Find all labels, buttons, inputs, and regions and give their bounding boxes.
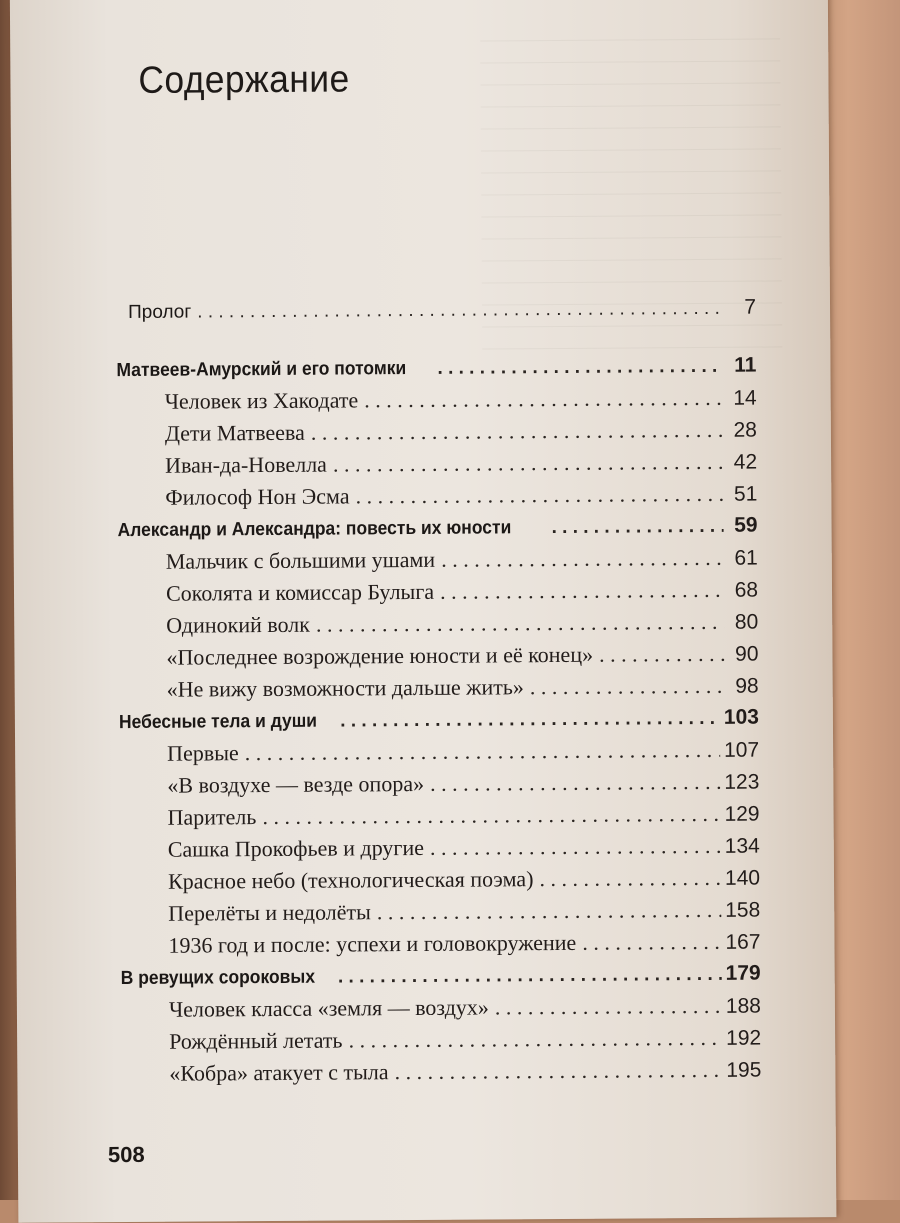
toc-entry-label: Рождённый летать	[169, 1027, 343, 1054]
toc-entry-page: 68	[734, 578, 759, 602]
toc-entry-label: Перелёты и недолёты	[168, 899, 371, 926]
toc-entry	[117, 382, 757, 418]
toc-section-page: 11	[734, 353, 757, 377]
toc-entry-label: Одинокий волк	[166, 611, 311, 638]
toc-section-page: 179	[725, 961, 761, 985]
toc-entry	[118, 574, 758, 610]
toc-entry	[120, 894, 760, 930]
toc-entry-page: 129	[724, 802, 760, 826]
toc-entry-label: «Не вижу возможности дальше жить»	[166, 674, 524, 702]
toc-entry-label: Первые	[167, 740, 239, 766]
background-right	[826, 0, 900, 1200]
toc-entry-page: 98	[735, 674, 759, 698]
toc-entry-label: Паритель	[167, 804, 257, 830]
toc-leader-dots	[377, 894, 722, 928]
toc-leader-dots	[430, 830, 721, 864]
page-title: Содержание	[138, 58, 350, 102]
toc-section	[116, 350, 756, 386]
toc-entry-page: 80	[734, 610, 759, 634]
toc-section-label: Матвеев-Амурский и его потомки	[116, 358, 407, 382]
toc-leader-dots	[197, 293, 722, 329]
toc-leader-dots	[599, 638, 725, 671]
toc-entry-page: 107	[723, 738, 760, 762]
toc-entry-page: 61	[734, 546, 758, 570]
toc-leader-dots	[340, 703, 720, 738]
toc-entry-page: 188	[725, 994, 761, 1018]
toc-entry	[120, 830, 760, 866]
toc-section-label: В ревущих сороковых	[120, 966, 316, 990]
page-number: 508	[107, 1141, 145, 1168]
toc-entry	[117, 478, 757, 514]
toc-entry	[118, 606, 758, 642]
toc-leader-dots	[333, 446, 723, 481]
toc-entry-page: 51	[733, 482, 758, 506]
toc-entry-page: 14	[733, 386, 757, 410]
toc-leader-dots	[262, 798, 720, 833]
toc-entry-label: 1936 год и после: успехи и головокружение	[168, 929, 577, 958]
toc-entry	[121, 1054, 761, 1090]
toc-leader-dots	[539, 862, 721, 895]
toc-leader-dots	[441, 542, 724, 576]
toc-section	[117, 510, 757, 546]
table-of-contents	[116, 292, 762, 1090]
toc-leader-dots	[551, 511, 723, 544]
toc-entry	[119, 734, 759, 770]
toc-leader-dots	[395, 1054, 723, 1088]
toc-entry	[119, 670, 759, 706]
toc-section-page: 59	[734, 513, 758, 537]
toc-entry-label: Человек класса «земля — воздух»	[168, 994, 489, 1022]
toc-entry-label: Мальчик с большими ушами	[165, 546, 436, 574]
toc-section-page: 103	[723, 705, 759, 729]
toc-leader-dots	[440, 574, 724, 608]
toc-entry-page: 195	[726, 1058, 762, 1082]
toc-entry-label: «Последнее возрождение юности и её конец»	[166, 641, 594, 670]
toc-entry-label: Пролог	[127, 301, 192, 323]
toc-section-label: Александр и Александра: повесть их юности	[117, 517, 512, 542]
toc-entry	[117, 414, 757, 450]
toc-entry-page: 42	[733, 450, 758, 474]
toc-entry	[121, 990, 761, 1026]
toc-entry-page: 192	[726, 1026, 762, 1050]
toc-entry-label: «В воздухе — везде опора»	[167, 770, 425, 798]
toc-section	[121, 958, 761, 994]
toc-entry	[119, 798, 759, 834]
toc-entry	[120, 926, 760, 962]
toc-entry	[118, 542, 758, 578]
toc-leader-dots	[245, 734, 721, 769]
toc-leader-dots	[530, 670, 725, 703]
toc-entry-page: 140	[724, 866, 761, 890]
toc-leader-dots	[316, 606, 725, 641]
toc-entry-page: 90	[735, 642, 759, 666]
toc-leader-dots	[348, 1022, 722, 1057]
toc-entry	[120, 862, 760, 898]
toc-entry-label: «Кобра» атакует с тыла	[169, 1059, 389, 1086]
toc-entry	[119, 766, 759, 802]
toc-leader-dots	[355, 478, 723, 513]
toc-leader-dots	[338, 959, 722, 994]
toc-section	[119, 702, 759, 738]
toc-leader-dots	[364, 382, 723, 417]
toc-entry	[121, 1022, 761, 1058]
toc-leader-dots	[437, 351, 722, 385]
toc-leader-dots	[582, 926, 721, 959]
toc-entry-label: Красное небо (технологическая поэма)	[167, 866, 534, 894]
toc-entry-page: 123	[724, 770, 760, 794]
toc-entry-label: Иван-да-Новелла	[165, 451, 327, 478]
toc-entry-label: Сашка Прокофьев и другие	[167, 834, 425, 862]
toc-leader-dots	[311, 414, 723, 449]
toc-entry-page: 167	[725, 930, 761, 954]
toc-entry-label: Философ Нон Эсма	[165, 483, 350, 510]
toc-entry-page: 28	[733, 418, 757, 442]
toc-entry-label: Дети Матвеева	[164, 419, 305, 446]
toc-entry-prologue	[128, 292, 756, 328]
toc-leader-dots	[430, 766, 720, 800]
toc-entry-page: 158	[725, 898, 761, 922]
toc-entry-page: 134	[724, 834, 760, 858]
toc-entry-label: Человек из Хакодате	[164, 387, 359, 414]
toc-entry-label: Соколята и комиссар Булыга	[165, 578, 435, 606]
toc-entry-page: 7	[744, 295, 757, 319]
book-page	[10, 0, 837, 1223]
toc-entry	[117, 446, 757, 482]
toc-leader-dots	[495, 990, 722, 1024]
toc-section-label: Небесные тела и души	[118, 710, 318, 734]
toc-entry	[118, 638, 758, 674]
